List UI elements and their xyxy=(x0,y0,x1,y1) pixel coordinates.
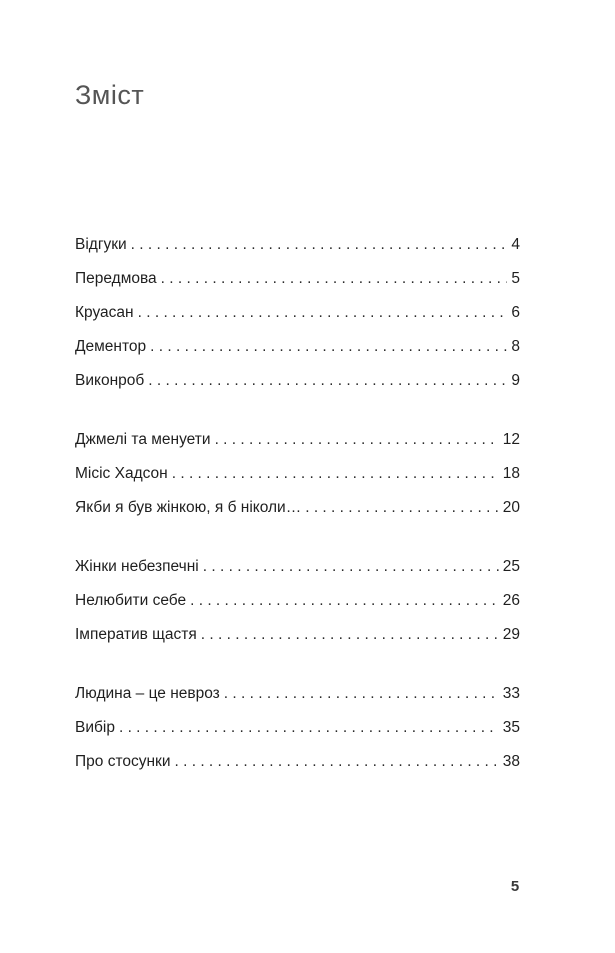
page-number: 5 xyxy=(510,878,520,895)
toc-entry-page: 38 xyxy=(502,753,520,770)
toc-entry[interactable] xyxy=(75,618,520,652)
toc-entry-title: Джмелі та менуети xyxy=(75,431,211,448)
dot-leader xyxy=(172,457,499,491)
toc-entry-page: 25 xyxy=(502,558,520,575)
dot-leader xyxy=(138,296,508,330)
toc-entry-page: 35 xyxy=(502,719,520,736)
toc-entry-title: Круасан xyxy=(75,304,134,321)
toc-entry-page: 20 xyxy=(502,499,520,516)
page-title: Зміст xyxy=(75,80,145,110)
dot-leader xyxy=(190,584,499,618)
dot-leader xyxy=(224,677,499,711)
toc-entry[interactable] xyxy=(75,491,520,525)
toc-entry[interactable] xyxy=(75,711,520,745)
toc-entry-page: 6 xyxy=(511,304,520,321)
toc-entry-title: Вибір xyxy=(75,719,115,736)
toc-entry[interactable] xyxy=(75,262,520,296)
toc-entry[interactable] xyxy=(75,584,520,618)
toc-entry[interactable] xyxy=(75,364,520,398)
dot-leader xyxy=(119,711,499,745)
toc-entry[interactable] xyxy=(75,423,520,457)
dot-leader xyxy=(131,228,508,262)
toc-entry[interactable] xyxy=(75,745,520,779)
toc-group-4 xyxy=(75,677,520,779)
toc-entry-page: 18 xyxy=(502,465,520,482)
toc-entry-title: Дементор xyxy=(75,338,147,355)
toc-entry-page: 9 xyxy=(511,372,520,389)
table-of-contents xyxy=(75,228,520,804)
dot-leader xyxy=(174,745,498,779)
toc-entry[interactable] xyxy=(75,330,520,364)
toc-entry-page: 4 xyxy=(511,236,520,253)
dot-leader xyxy=(150,330,507,364)
toc-entry[interactable] xyxy=(75,550,520,584)
toc-entry-page: 12 xyxy=(502,431,520,448)
toc-entry-title: Виконроб xyxy=(75,372,145,389)
toc-entry-title: Відгуки xyxy=(75,236,127,253)
toc-entry[interactable] xyxy=(75,677,520,711)
toc-entry-title: Жінки небезпечні xyxy=(75,558,199,575)
toc-entry[interactable] xyxy=(75,457,520,491)
dot-leader xyxy=(305,491,499,525)
toc-entry-page: 33 xyxy=(502,685,520,702)
dot-leader xyxy=(161,262,508,296)
toc-entry-page: 8 xyxy=(511,338,520,355)
toc-entry-page: 5 xyxy=(511,270,520,287)
dot-leader xyxy=(203,550,499,584)
toc-group-3 xyxy=(75,550,520,652)
toc-entry-title: Людина – це невроз xyxy=(75,685,220,702)
dot-leader xyxy=(148,364,507,398)
toc-entry[interactable] xyxy=(75,228,520,262)
toc-entry-title: Імператив щастя xyxy=(75,626,197,643)
toc-entry[interactable] xyxy=(75,296,520,330)
dot-leader xyxy=(215,423,499,457)
toc-entry-page: 29 xyxy=(502,626,520,643)
toc-entry-title: Про стосунки xyxy=(75,753,171,770)
toc-entry-title: Місіс Хадсон xyxy=(75,465,168,482)
dot-leader xyxy=(201,618,499,652)
toc-entry-page: 26 xyxy=(502,592,520,609)
toc-group-2 xyxy=(75,423,520,525)
toc-entry-title: Передмова xyxy=(75,270,157,287)
toc-entry-title: Нелюбити себе xyxy=(75,592,187,609)
toc-group-1 xyxy=(75,228,520,398)
toc-entry-title: Якби я був жінкою, я б ніколи… xyxy=(75,499,302,516)
